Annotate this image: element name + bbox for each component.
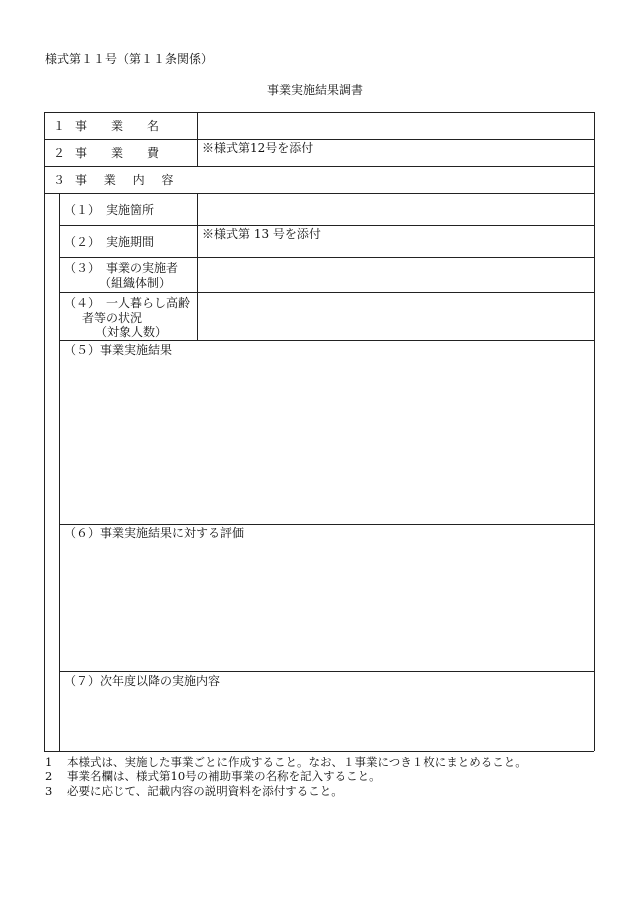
- row-label: 事 業 名: [75, 119, 160, 133]
- sub-row-label: （２） 実施期間: [64, 235, 155, 249]
- note-number: 3: [45, 784, 53, 798]
- row-label: 事 業 費: [75, 146, 160, 160]
- note-number: 1: [45, 755, 53, 769]
- table-border-left: [44, 112, 45, 751]
- section-inner-border: [59, 193, 60, 751]
- note-number: 2: [45, 769, 53, 783]
- row-number: ２: [53, 146, 66, 160]
- row-divider: [59, 671, 594, 672]
- sub-row-label: （５）事業実施結果: [64, 343, 173, 357]
- note-text: 必要に応じて、記載内容の説明資料を添付すること。: [67, 784, 343, 798]
- note-item: [45, 783, 343, 799]
- table-border-right: [594, 112, 595, 751]
- form-number: 様式第１１号（第１１条関係）: [45, 52, 214, 66]
- table-border-bottom: [44, 751, 594, 752]
- sub-row-label: （１） 実施箇所: [64, 203, 155, 217]
- row-divider: [44, 139, 594, 140]
- row-divider: [59, 292, 594, 293]
- sub-row-label: （３） 事業の実施者: [64, 261, 179, 275]
- row-divider: [59, 340, 594, 341]
- sub-row-label: （７）次年度以降の実施内容: [64, 674, 221, 688]
- document-title: 事業実施結果調書: [266, 83, 363, 97]
- row-number: ３: [53, 173, 66, 187]
- note-text: 事業名欄は、様式第10号の補助事業の名称を記入すること。: [67, 769, 381, 783]
- project-cost-field[interactable]: ※様式第12号を添付: [202, 141, 314, 155]
- row-divider: [59, 524, 594, 525]
- row-divider: [59, 257, 594, 258]
- sub-row-label-line2: （組織体制）: [99, 276, 172, 290]
- sub-row-label-line2: 者等の状況: [82, 311, 143, 325]
- note-item: [45, 768, 381, 784]
- sub-row-label-line3: （対象人数）: [95, 325, 168, 339]
- row-label: 事 業 内 容: [75, 173, 176, 187]
- row-divider: [44, 193, 594, 194]
- sub-row-label: （６）事業実施結果に対する評価: [64, 526, 245, 540]
- sub-row-label: （４） 一人暮らし高齢: [64, 296, 191, 310]
- row-divider: [44, 166, 594, 167]
- column-divider: [197, 112, 198, 166]
- row-number: １: [53, 119, 66, 133]
- row-divider: [59, 225, 594, 226]
- note-text: 本様式は、実施した事業ごとに作成すること。なお、１事業につき１枚にまとめること。: [67, 755, 527, 769]
- column-divider: [197, 193, 198, 340]
- period-field[interactable]: ※様式第 13 号を添付: [202, 227, 321, 241]
- table-border-top: [44, 112, 594, 113]
